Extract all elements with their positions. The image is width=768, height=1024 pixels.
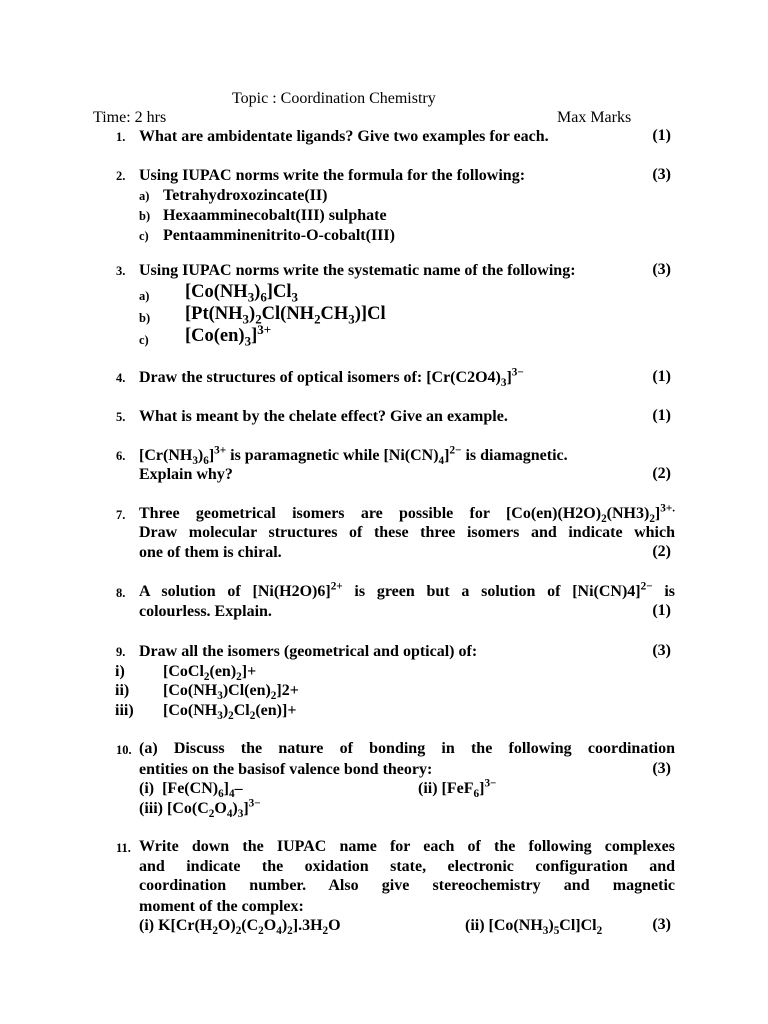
question-number: 8.	[116, 586, 126, 600]
question-6-line-1: $[Cr(NH_3)_6]^{3+}$ is paramagnetic while $[Ni(CN)_4]^{2-}$ is diamagnetic.	[139, 444, 568, 468]
question-7-line-1: Three geometrical isomers are possible for $[Co(en)(H2O)_2(NH3)_2]^{3+.}$	[139, 502, 675, 526]
question-number: 6.	[116, 449, 126, 463]
question-2b-text: Hexaamminecobalt(III) sulphate	[163, 207, 387, 224]
question-number: 9.	[116, 645, 126, 659]
formula-3a: $[Co(NH_3)_6]Cl_3$	[185, 282, 298, 305]
question-4-marks: (1)	[652, 368, 671, 385]
question-7-marks: (2)	[652, 543, 671, 560]
sub-index: a)	[139, 189, 150, 203]
sub-index: iii)	[115, 702, 134, 719]
sub-index: ii)	[115, 682, 130, 699]
topic-heading: Topic : Coordination Chemistry	[232, 90, 436, 107]
formula-10iii: (iii) $[Co(C_2O_4)_3]^{3-}$	[139, 797, 261, 821]
question-7-line-2: Draw molecular structures of these three isomers and indicate which	[139, 524, 675, 541]
sub-index: b)	[139, 311, 151, 325]
sub-index: c)	[139, 229, 149, 243]
question-number: 3.	[116, 264, 126, 278]
question-number: 5.	[116, 410, 126, 424]
formula-3c: $[Co(en)_3]^{3+}$	[185, 321, 272, 349]
question-2-marks: (3)	[652, 166, 671, 183]
question-4-text: Draw the structures of optical isomers of: $[Cr(C2O4)_3]^{3-}$	[139, 366, 524, 390]
question-number: 11.	[116, 841, 131, 855]
question-2a-text: Tetrahydroxozincate(II)	[163, 187, 328, 204]
question-6-marks: (2)	[652, 465, 671, 482]
question-3-text: Using IUPAC norms write the systematic name of the following:	[139, 262, 576, 279]
question-number: 7.	[116, 508, 126, 522]
max-marks-label: Max Marks	[557, 109, 632, 126]
question-5-marks: (1)	[652, 407, 671, 424]
question-number: 10.	[116, 743, 132, 757]
question-11-line-3: coordination number. Also give stereochemistry and magnetic	[139, 877, 675, 894]
formula-9ii: $[Co(NH_3)Cl(en)_2]2+$	[163, 682, 299, 703]
question-10-marks: (3)	[652, 760, 671, 777]
question-number: 2.	[116, 169, 126, 183]
question-2c-text: Pentaamminenitrito-O-cobalt(III)	[163, 227, 395, 244]
formula-10i: (i) $[Fe(CN)_6]_4-$	[139, 780, 243, 801]
question-4-label: Draw the structures of optical isomers of: [Cr(C2O4)	[139, 369, 501, 386]
question-2-text: Using IUPAC norms write the formula for the following:	[139, 167, 526, 184]
time-label: Time: 2 hrs	[93, 109, 167, 126]
question-11-line-2: and indicate the oxidation state, electronic configuration and	[139, 858, 675, 875]
question-11-line-4: moment of the complex:	[139, 898, 304, 915]
question-number: 4.	[116, 371, 126, 385]
question-10-line-1: (a) Discuss the nature of bonding in the following coordination	[139, 740, 675, 757]
formula-10ii: (ii) $[FeF_6]^{3-}$	[418, 777, 497, 801]
question-8-marks: (1)	[652, 602, 671, 619]
formula-3b: $[Pt(NH_3)_2Cl(NH_2CH_3)]Cl$	[185, 304, 386, 327]
sub-index: a)	[139, 289, 150, 303]
question-11-line-1: Write down the IUPAC name for each of the following complexes	[139, 838, 675, 855]
question-9-marks: (3)	[652, 642, 671, 659]
question-6-line-2: Explain why?	[139, 466, 233, 483]
formula-11i: (i) $K[Cr(H_2O)_2(C_2O_4)_2].3H_2O$	[139, 917, 341, 938]
question-7-line-3: one of them is chiral.	[139, 544, 282, 561]
formula-9i: $[CoCl_2(en)_2]+$	[163, 663, 257, 684]
question-10-line-2: entities on the basisof valence bond theory:	[139, 761, 433, 778]
question-3-marks: (3)	[652, 261, 671, 278]
sub-index: c)	[139, 333, 149, 347]
formula-11ii: (ii) $[Co(NH_3)_5Cl]Cl_2$	[465, 917, 603, 938]
question-9-text: Draw all the isomers (geometrical and optical) of:	[139, 643, 478, 660]
question-1-text: What are ambidentate ligands? Give two examples for each.	[139, 128, 549, 145]
question-5-text: What is meant by the chelate effect? Give an example.	[139, 408, 508, 425]
question-1-marks: (1)	[652, 127, 671, 144]
question-11-marks: (3)	[652, 916, 671, 933]
formula-9iii: $[Co(NH_3)_2Cl_2(en)]+$	[163, 702, 297, 723]
question-8-line-2: colourless. Explain.	[139, 603, 272, 620]
question-8-line-1: A solution of $[Ni(H2O)6]^{2+}$ is green but a solution of $[Ni(CN)4]^{2-}$ is	[139, 580, 676, 600]
sub-index: i)	[115, 663, 125, 680]
question-number: 1.	[116, 130, 126, 144]
sub-index: b)	[139, 209, 151, 223]
